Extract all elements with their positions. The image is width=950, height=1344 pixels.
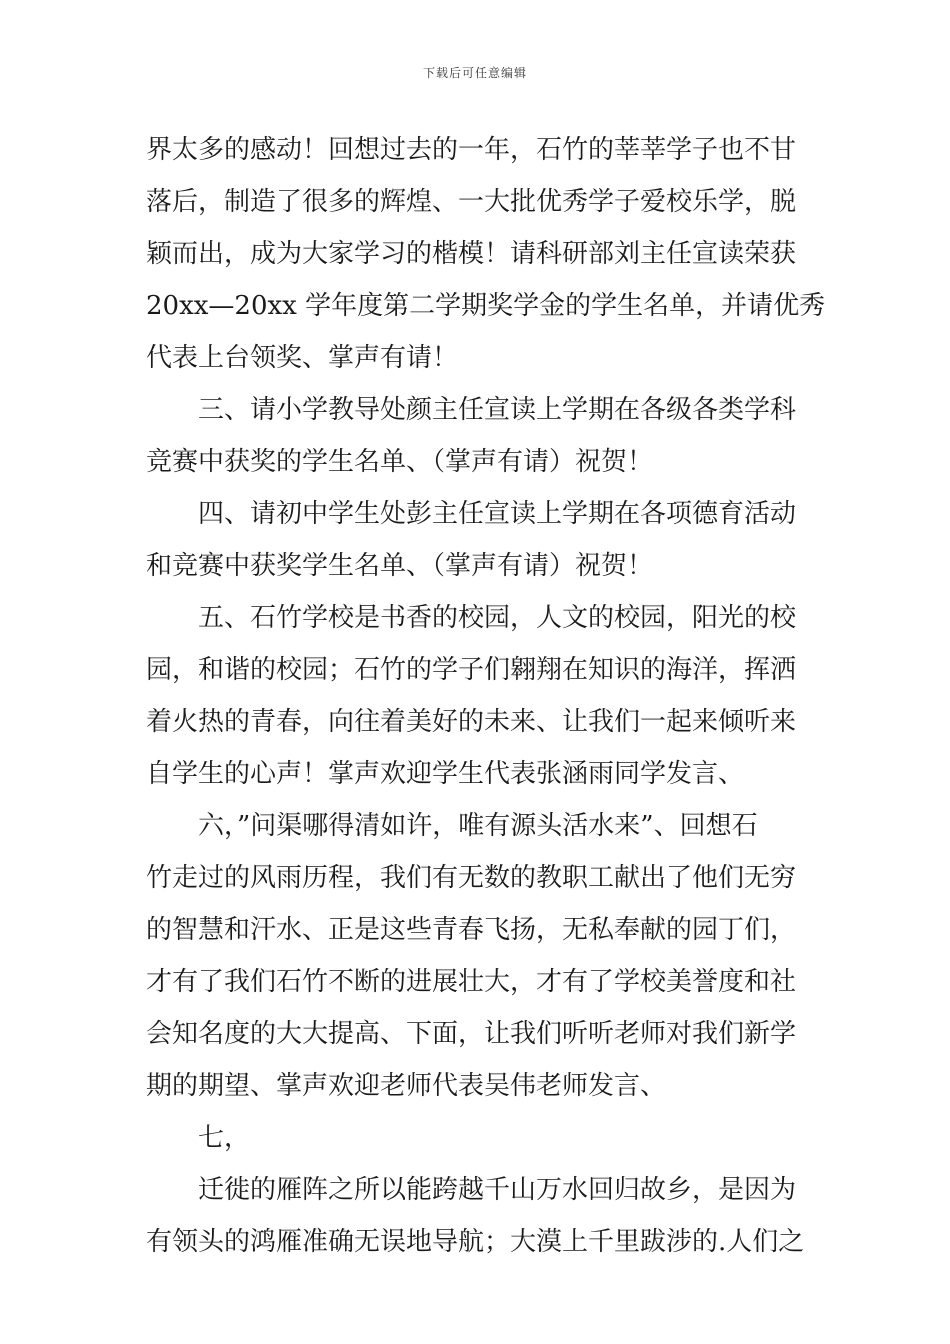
text-line-19: 期的期望、掌声欢迎老师代表吴伟老师发言、 [146,1071,667,1101]
text-line-22: 有领头的鸿雁准确无误地导航；大漠上千里跋涉的.人们之 [146,1227,805,1257]
text-line-9: 和竞赛中获奖学生名单、（掌声有请）祝贺！ [146,551,654,581]
text-line-17: 才有了我们石竹不断的进展壮大，才有了学校美誉度和社 [146,967,797,997]
text-line-12: 着火热的青春，向往着美好的未来、让我们一起来倾听来 [146,707,797,737]
text-line-5: 代表上台领奖、掌声有请！ [146,343,459,373]
paragraph-eight-start: 迁徙的雁阵之所以能跨越千山万水回归故乡，是因为 [198,1175,797,1205]
paragraph-three-start: 三、请小学教导处颜主任宣读上学期在各级各类学科 [198,395,797,425]
page-header: 下载后可任意编辑 [422,66,527,80]
text-line-1: 界太多的感动！回想过去的一年，石竹的莘莘学子也不甘 [146,135,797,165]
text-line-4: 20xx—20xx 学年度第二学期奖学金的学生名单，并请优秀 [146,291,826,321]
text-line-16: 的智慧和汗水、正是这些青春飞扬，无私奉献的园丁们， [146,915,797,945]
paragraph-six-start: 六，”问渠哪得清如许，唯有源头活水来”、回想石 [198,811,758,841]
text-line-15: 竹走过的风雨历程，我们有无数的教职工献出了他们无穷 [146,863,797,893]
paragraph-seven-heading: 七， [198,1123,251,1153]
text-line-11: 园，和谐的校园；石竹的学子们翱翔在知识的海洋，挥洒 [146,655,797,685]
paragraph-five-start: 五、石竹学校是书香的校园，人文的校园，阳光的校 [198,603,797,633]
text-line-7: 竞赛中获奖的学生名单、（掌声有请）祝贺！ [146,447,654,477]
text-line-3: 颖而出，成为大家学习的楷模！请科研部刘主任宣读荣获 [146,239,797,269]
document-body [146,124,826,1268]
text-line-18: 会知名度的大大提高、下面，让我们听听老师对我们新学 [146,1019,797,1049]
text-line-13: 自学生的心声！掌声欢迎学生代表张涵雨同学发言、 [146,759,745,789]
paragraph-four-start: 四、请初中学生处彭主任宣读上学期在各项德育活动 [198,499,797,529]
text-line-2: 落后，制造了很多的辉煌、一大批优秀学子爱校乐学，脱 [146,187,797,217]
